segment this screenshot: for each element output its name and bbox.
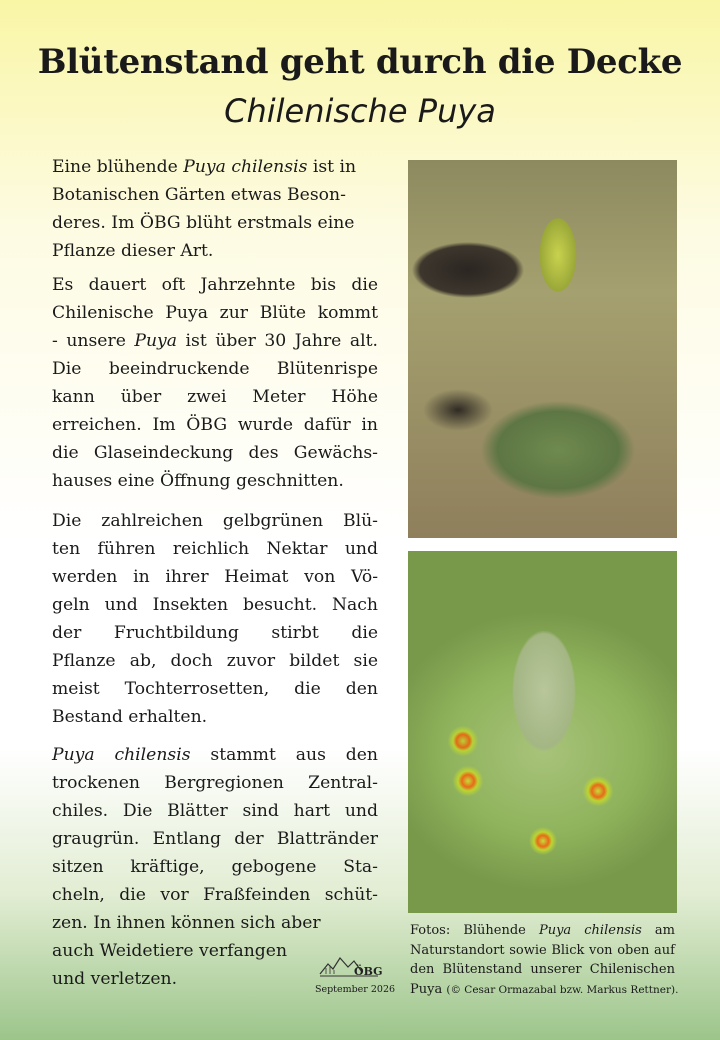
poster-title: Blütenstand geht durch die Decke — [37, 42, 683, 82]
obg-logo-icon — [318, 952, 390, 982]
logo-text: ÖBG — [354, 965, 383, 978]
text-line: chiles. Die Blätter sind hart und — [52, 801, 378, 821]
species-name: Puya chilensis — [538, 923, 642, 938]
text-line: Bestand erhalten. — [52, 707, 208, 727]
text-line: die Glaseindeckung des Gewächs- — [52, 443, 378, 463]
species-name: Puya chilensis — [52, 745, 191, 765]
text-line: Pflanze ab, doch zuvor bildet sie — [52, 651, 378, 671]
text-line: erreichen. Im ÖBG wurde dafür in — [52, 415, 378, 435]
photo-puya-inflorescence-top — [408, 551, 677, 913]
date-label: September 2026 — [314, 984, 396, 995]
text-line: zen. In ihnen können sich aber — [52, 913, 321, 933]
text-line: kann über zwei Meter Höhe — [52, 387, 378, 407]
species-name: Puya — [134, 331, 178, 351]
text-line: ten führen reichlich Nektar und — [52, 539, 378, 559]
text-line: cheln, die vor Fraßfeinden schüt- — [52, 885, 378, 905]
text-line: - unsere Puya ist über 30 Jahre alt. — [52, 331, 378, 351]
photo-credit: (© Cesar Ormazabal bzw. Markus Rettner). — [446, 983, 679, 996]
text-line: der Fruchtbildung stirbt die — [52, 623, 378, 643]
paragraph-2 — [52, 271, 378, 495]
text-line: Die beeindruckende Blütenrispe — [52, 359, 378, 379]
text-line: Puya chilensis stammt aus den — [52, 745, 378, 765]
paragraph-3 — [52, 507, 378, 731]
text-line: graugrün. Entlang der Blattränder — [52, 829, 378, 849]
text-line: Chilenische Puya zur Blüte kommt — [52, 303, 378, 323]
text-line: den Blütenstand unserer Chilenischen — [410, 962, 675, 977]
poster-subtitle: Chilenische Puya — [224, 92, 496, 130]
text-line: Es dauert oft Jahrzehnte bis die — [52, 275, 378, 295]
text-line: Fotos: Blühende Puya chilensis am — [410, 923, 675, 938]
text-line: sitzen kräftige, gebogene Sta- — [52, 857, 378, 877]
photo-puya-habitat — [408, 160, 677, 538]
text-line: werden in ihrer Heimat von Vö- — [52, 567, 378, 587]
text-line: Botanischen Gärten etwas Beson- — [52, 185, 346, 205]
text-line: deres. Im ÖBG blüht erstmals eine — [52, 213, 355, 233]
text-line: Eine blühende Puya chilensis ist in — [52, 157, 357, 177]
text-line: Pflanze dieser Art. — [52, 241, 214, 261]
text-line: Naturstandort sowie Blick von oben auf — [410, 942, 675, 958]
species-name: Puya chilensis — [183, 157, 308, 177]
text-line: meist Tochterrosetten, die den — [52, 679, 378, 699]
photo-caption — [410, 921, 679, 1000]
text-line: und verletzen. — [52, 969, 178, 989]
text-line: trockenen Bergregionen Zentral- — [52, 773, 378, 793]
paragraph-1 — [52, 153, 378, 265]
text-line: geln und Insekten besucht. Nach — [52, 595, 378, 615]
text-line: hauses eine Öffnung geschnitten. — [52, 471, 344, 491]
text-line: auch Weidetiere verfangen — [52, 941, 288, 961]
text-line: Die zahlreichen gelbgrünen Blü- — [52, 511, 378, 531]
caption-last-line: Puya — [410, 981, 443, 997]
